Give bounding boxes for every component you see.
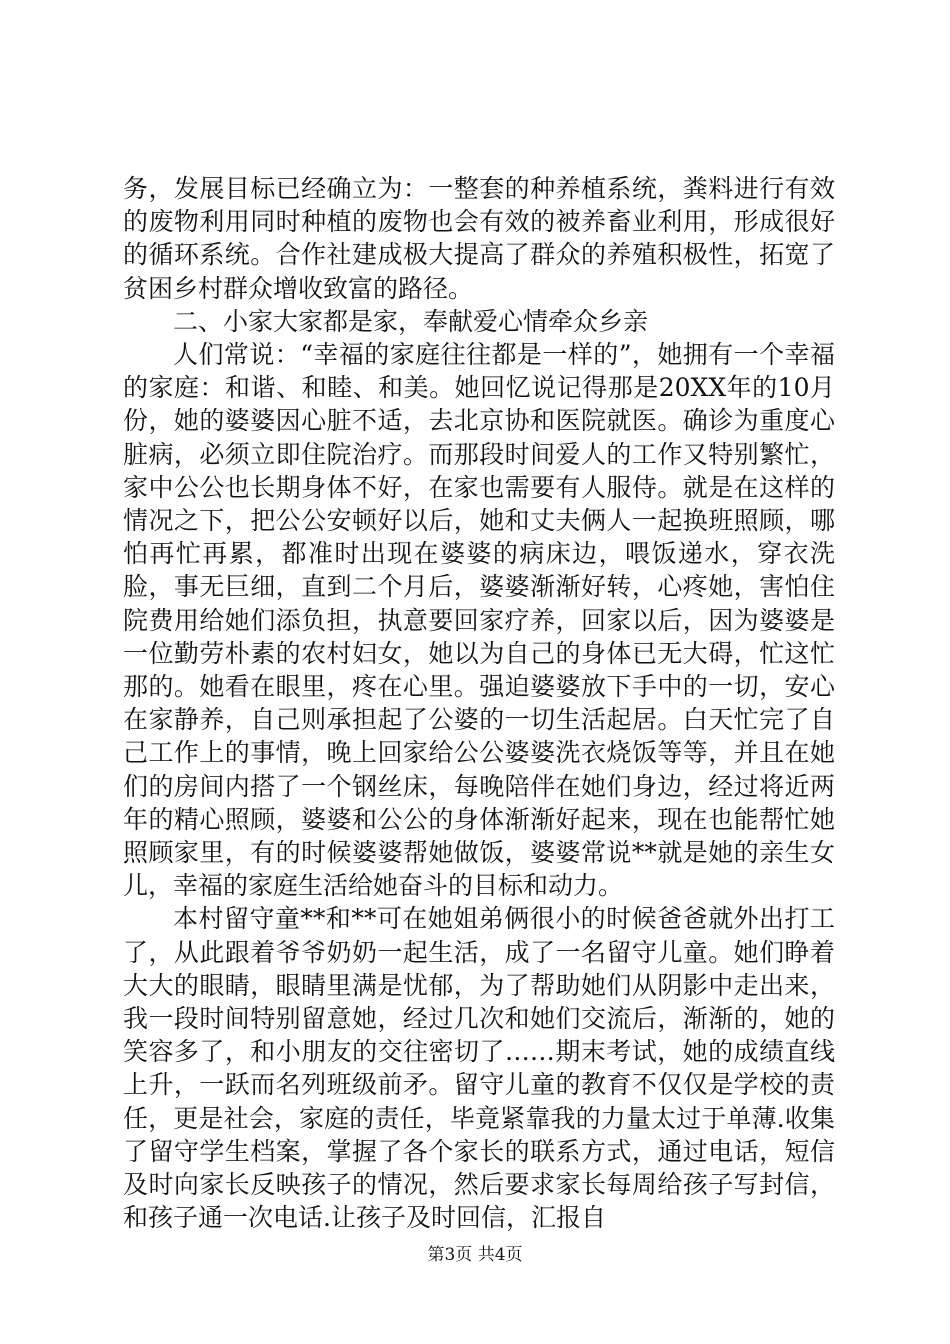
paragraph-continued: 务，发展目标已经确立为：一整套的种养植系统，粪料进行有效的废物利用同时种植的废物也会有效的被养畜业利用，形成很好的循环系统。合作社建成极大提高了群众的养殖积极性，拓宽了贫困乡村群众增收致富的路径。 [123, 174, 835, 303]
section-heading: 二、小家大家都是家，奉献爱心情牵众乡亲 [173, 306, 649, 336]
paragraph-left-behind-children: 本村留守童**和**可在她姐弟俩很小的时候爸爸就外出打工了，从此跟着爷爷奶奶一起生活，成了一名留守儿童。她们睁着大大的眼睛，眼睛里满是忧郁，为了帮助她们从阴影中走出来，我一段时间特别留意她，经过几次和她们交流后，渐渐的，她的笑容多了，和小朋友的交往密切了……期末考试，她的成绩直线上升，一跃而名列班级前矛。留守儿童的教育不仅仅是学校的责任，更是社会，家庭的责任，毕竟紧靠我的力量太过于单薄.收集了留守学生档案，掌握了各个家长的联系方式，通过电话，短信及时向家长反映孩子的情况，然后要求家长每周给孩子写封信，和孩子通一次电话.让孩子及时回信，汇报自 [123, 904, 835, 1233]
page-footer [0, 1244, 950, 1266]
document-body [123, 172, 835, 1235]
paragraph-family: 人们常说：“幸福的家庭往往都是一样的”，她拥有一个幸福的家庭：和谐、和睦、和美。她回忆说记得那是20XX年的10月份，她的婆婆因心脏不适，去北京协和医院就医。确诊为重度心脏病，必须立即住院治疗。而那段时间爱人的工作又特别繁忙，家中公公也长期身体不好，在家也需要有人服侍。就是在这样的情况之下，把公公安顿好以后，她和丈夫俩人一起换班照顾，哪怕再忙再累，都准时出现在婆婆的病床边，喂饭递水，穿衣洗脸，事无巨细，直到二个月后，婆婆渐渐好转，心疼她，害怕住院费用给她们添负担，执意要回家疗养，回家以后，因为婆婆是一位勤劳朴素的农村妇女，她以为自己的身体已无大碍，忙这忙那的。她看在眼里，疼在心里。强迫婆婆放下手中的一切，安心在家静养，自己则承担起了公婆的一切生活起居。白天忙完了自己工作上的事情，晚上回家给公公婆婆洗衣烧饭等等，并且在她们的房间内搭了一个钢丝床，每晚陪伴在她们身边，经过将近两年的精心照顾，婆婆和公公的身体渐渐好起来，现在也能帮忙她照顾家里，有的时候婆婆帮她做饭，婆婆常说**就是她的亲生女儿，幸福的家庭生活给她奋斗的目标和动力。 [123, 340, 835, 901]
page-number-label: 第3页 共4页 [427, 1245, 523, 1265]
